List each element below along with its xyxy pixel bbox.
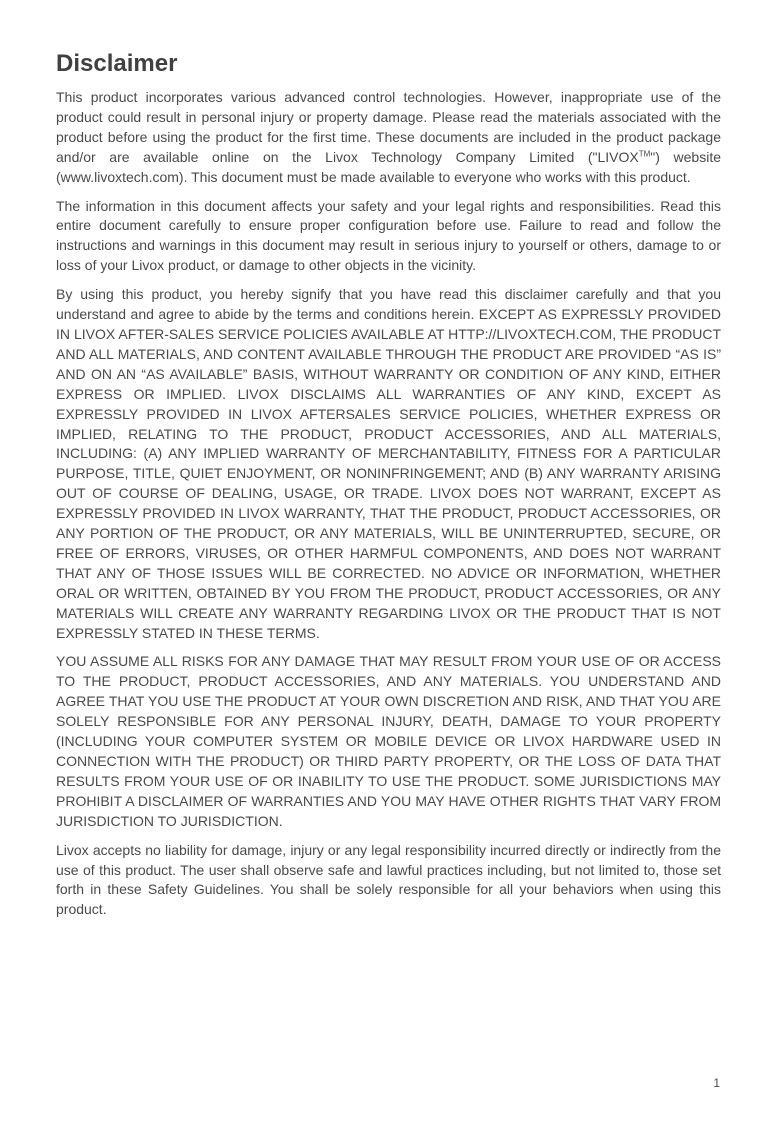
- paragraph-safety-info: The information in this document affects your safety and your legal rights and responsibilities. Read this entire document carefully to ensure proper configuration before use. Failure to read and follow the instructions and warnings in this document may result in serious injury to yourself or others, damage to or loss of your Livox product, or damage to other objects in the vicinity.: [56, 197, 721, 274]
- paragraph-intro-text: This product incorporates various advanced control technologies. However, inappropriate use of the product could result in personal injury or property damage. Please read the materials associated with the product before using the product for the first time. These documents are included in the product package and/or are available online on the Livox Technology Company Limited ("LIVOX: [56, 89, 721, 165]
- page-number: 1: [713, 1076, 720, 1090]
- paragraph-intro-text-end: ") website (www.livoxtech.com). This document must be made available to everyone who works with this product.: [56, 148, 721, 185]
- paragraph-assumption-of-risk: YOU ASSUME ALL RISKS FOR ANY DAMAGE THAT MAY RESULT FROM YOUR USE OF OR ACCESS TO THE PRODUCT, PRODUCT ACCESSORIES, AND ANY MATERIALS. YOU UNDERSTAND AND AGREE THAT YOU USE THE PRODUCT AT YOUR OWN DISCRETION AND RISK, AND THAT YOU ARE SOLELY RESPONSIBLE FOR ANY PERSONAL INJURY, DEATH, DAMAGE TO YOUR PROPERTY (INCLUDING YOUR COMPUTER SYSTEM OR MOBILE DEVICE OR LIVOX HARDWARE USED IN CONNECTION WITH THE PRODUCT) OR THIRD PARTY PROPERTY, OR THE LOSS OF DATA THAT RESULTS FROM YOUR USE OF OR INABILITY TO USE THE PRODUCT. SOME JURISDICTIONS MAY PROHIBIT A DISCLAIMER OF WARRANTIES AND YOU MAY HAVE OTHER RIGHTS THAT VARY FROM JURISDICTION TO JURISDICTION.: [56, 653, 721, 829]
- trademark-mark: TM: [638, 149, 651, 159]
- paragraph-liability: Livox accepts no liability for damage, injury or any legal responsibility incurred directly or indirectly from the use of this product. The user shall observe safe and lawful practices including, but not limited to, those set forth in these Safety Guidelines. You shall be solely responsible for all your behaviors when using this product.: [56, 841, 721, 918]
- paragraph-intro: [56, 88, 721, 188]
- document-page: [56, 48, 721, 929]
- page-title: Disclaimer: [56, 50, 178, 77]
- paragraph-warranty-disclaimer: By using this product, you hereby signify that you have read this disclaimer carefully and that you understand and agree to abide by the terms and conditions herein. EXCEPT AS EXPRESSLY PROVIDED IN LIVOX AFTER-SALES SERVICE POLICIES AVAILABLE AT HTTP://LIVOXTECH.COM, THE PRODUCT AND ALL MATERIALS, AND CONTENT AVAILABLE THROUGH THE PRODUCT ARE PROVIDED “AS IS” AND ON AN “AS AVAILABLE” BASIS, WITHOUT WARRANTY OR CONDITION OF ANY KIND, EITHER EXPRESS OR IMPLIED. LIVOX DISCLAIMS ALL WARRANTIES OF ANY KIND, EXCEPT AS EXPRESSLY PROVIDED IN LIVOX AFTERSALES SERVICE POLICIES, WHETHER EXPRESS OR IMPLIED, RELATING TO THE PRODUCT, PRODUCT ACCESSORIES, AND ALL MATERIALS, INCLUDING: (A) ANY IMPLIED WARRANTY OF MERCHANTABILITY, FITNESS FOR A PARTICULAR PURPOSE, TITLE, QUIET ENJOYMENT, OR NONINFRINGEMENT; AND (B) ANY WARRANTY ARISING OUT OF COURSE OF DEALING, USAGE, OR TRADE. LIVOX DOES NOT WARRANT, EXCEPT AS EXPRESSLY PROVIDED IN LIVOX WARRANTY, THAT THE PRODUCT, PRODUCT ACCESSORIES, OR ANY PORTION OF THE PRODUCT, OR ANY MATERIALS, WILL BE UNINTERRUPTED, SECURE, OR FREE OF ERRORS, VIRUSES, OR OTHER HARMFUL COMPONENTS, AND DOES NOT WARRANT THAT ANY OF THOSE ISSUES WILL BE CORRECTED. NO ADVICE OR INFORMATION, WHETHER ORAL OR WRITTEN, OBTAINED BY YOU FROM THE PRODUCT, PRODUCT ACCESSORIES, OR ANY MATERIALS WILL CREATE ANY WARRANTY REGARDING LIVOX OR THE PRODUCT THAT IS NOT EXPRESSLY STATED IN THESE TERMS.: [56, 286, 721, 641]
